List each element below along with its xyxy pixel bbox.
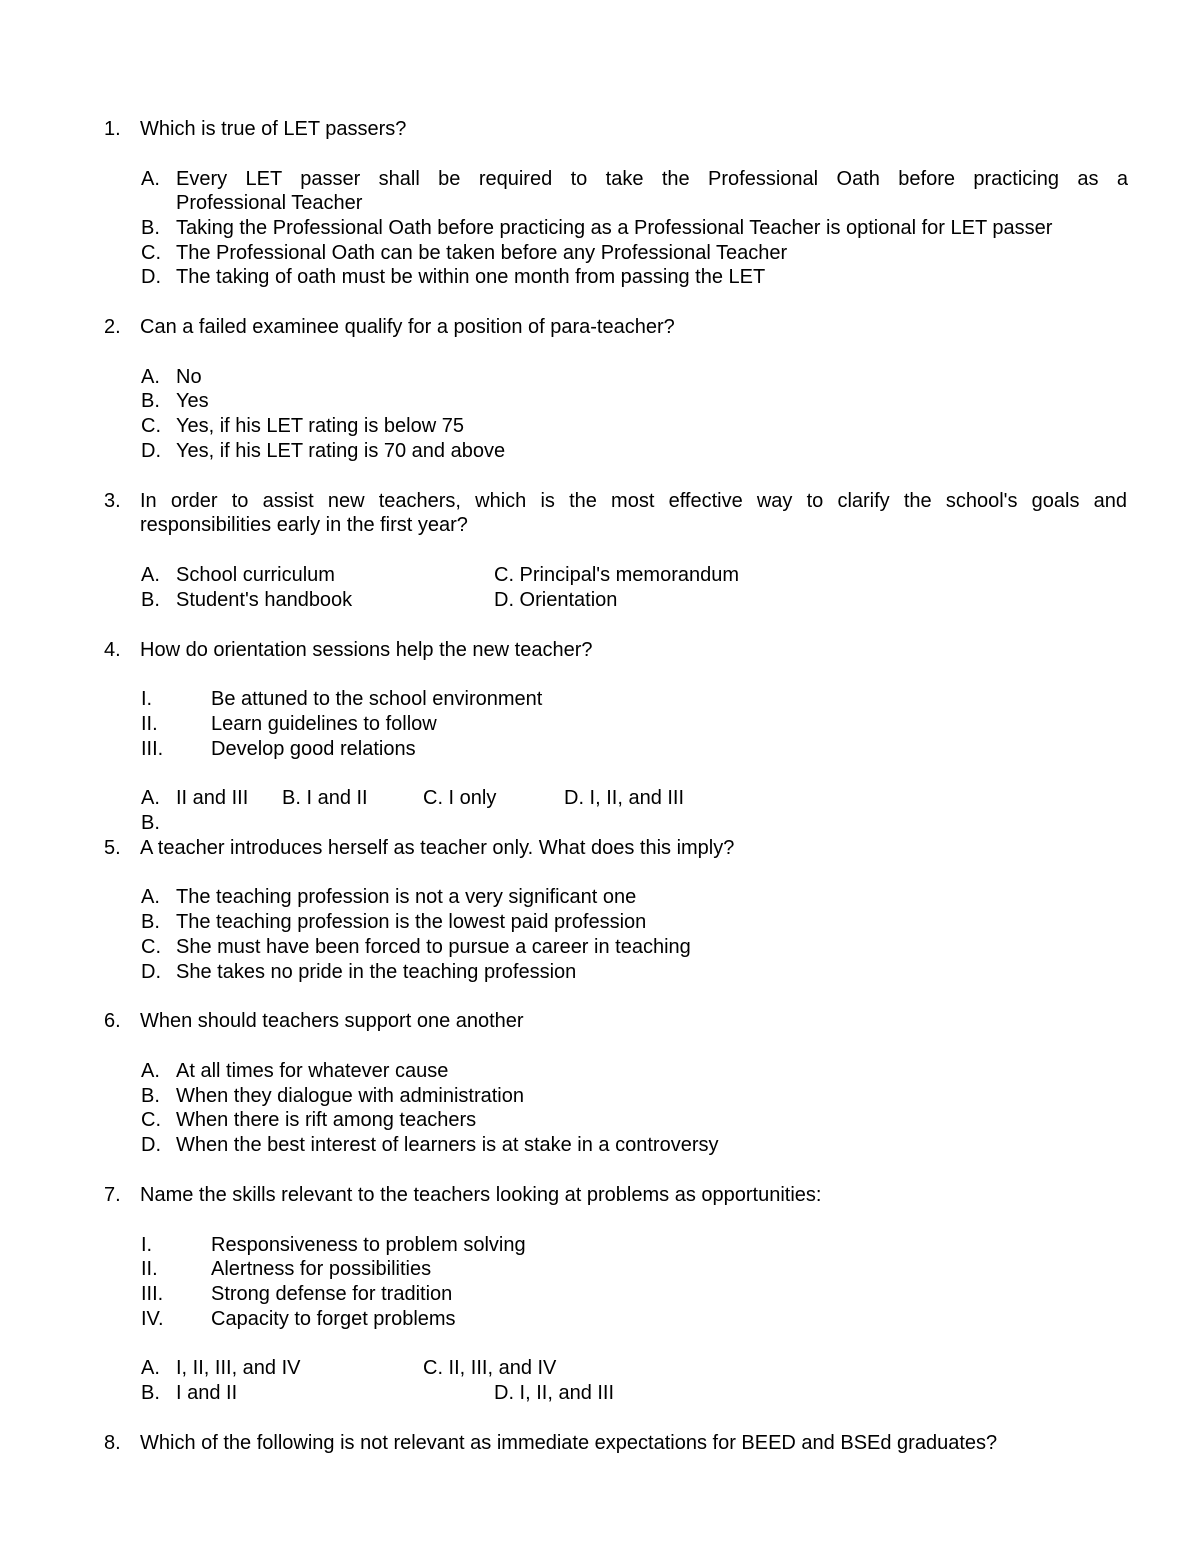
statement-numeral: II.	[141, 713, 158, 735]
option-letter: A.	[141, 366, 160, 388]
option-letter: D.	[141, 440, 161, 462]
option-text: At all times for whatever cause	[176, 1060, 449, 1082]
statement-text: Develop good relations	[211, 738, 416, 760]
option-text: Every LET passer shall be required to take the Professional Oath before practicing as a	[176, 168, 1128, 190]
option-text: II and III	[176, 787, 249, 809]
question-number: 7.	[104, 1184, 121, 1206]
option-letter: B.	[141, 911, 160, 933]
question-number: 2.	[104, 316, 121, 338]
option-text: The Professional Oath can be taken before any Professional Teacher	[176, 242, 788, 264]
question-stem: Name the skills relevant to the teachers looking at problems as opportunities:	[140, 1184, 822, 1206]
statement-numeral: II.	[141, 1258, 158, 1280]
option-text: Student's handbook	[176, 589, 353, 611]
option-text: Taking the Professional Oath before practicing as a Professional Teacher is optional for LET passer	[176, 217, 1053, 239]
option-letter: D.	[141, 961, 161, 983]
question-number: 4.	[104, 639, 121, 661]
option-text: D. Orientation	[494, 589, 618, 611]
statement-text: Strong defense for tradition	[211, 1283, 453, 1305]
option-text: Yes	[176, 390, 209, 412]
question-number: 3.	[104, 490, 121, 512]
option-text: Yes, if his LET rating is below 75	[176, 415, 464, 437]
statement-text: Responsiveness to problem solving	[211, 1234, 526, 1256]
option-text: She must have been forced to pursue a career in teaching	[176, 936, 691, 958]
option-text: C. II, III, and IV	[423, 1357, 557, 1379]
option-letter: A.	[141, 168, 160, 190]
statement-numeral: I.	[141, 1234, 153, 1256]
option-text: The teaching profession is the lowest paid profession	[176, 911, 647, 933]
option-text: Yes, if his LET rating is 70 and above	[176, 440, 506, 462]
option-letter: B.	[141, 812, 160, 834]
option-text: D. I, II, and III	[564, 787, 685, 809]
option-text: When there is rift among teachers	[176, 1109, 477, 1131]
question-number: 8.	[104, 1432, 121, 1454]
statement-numeral: III.	[141, 738, 164, 760]
option-text: The teaching profession is not a very significant one	[176, 886, 637, 908]
statement-text: Learn guidelines to follow	[211, 713, 437, 735]
option-letter: D.	[141, 266, 161, 288]
statement-text: Be attuned to the school environment	[211, 688, 543, 710]
option-letter: B.	[141, 390, 160, 412]
option-letter: A.	[141, 1060, 160, 1082]
option-letter: C.	[141, 1109, 161, 1131]
option-text: C. I only	[423, 787, 497, 809]
option-letter: D.	[141, 1134, 161, 1156]
option-letter: B.	[141, 217, 160, 239]
option-text: B. I and II	[282, 787, 368, 809]
option-letter: B.	[141, 589, 160, 611]
option-text: When the best interest of learners is at stake in a controversy	[176, 1134, 719, 1156]
option-letter: C.	[141, 415, 161, 437]
option-text: She takes no pride in the teaching profession	[176, 961, 577, 983]
statement-numeral: III.	[141, 1283, 164, 1305]
statement-numeral: I.	[141, 688, 153, 710]
question-number: 5.	[104, 837, 121, 859]
question-stem: How do orientation sessions help the new teacher?	[140, 639, 593, 661]
option-letter: A.	[141, 886, 160, 908]
option-text: I, II, III, and IV	[176, 1357, 301, 1379]
question-stem: Which of the following is not relevant as immediate expectations for BEED and BSEd graduates?	[140, 1432, 998, 1454]
statement-numeral: IV.	[141, 1308, 164, 1330]
statement-text: Capacity to forget problems	[211, 1308, 456, 1330]
question-stem: When should teachers support one another	[140, 1010, 524, 1032]
option-letter: B.	[141, 1085, 160, 1107]
question-stem: A teacher introduces herself as teacher only. What does this imply?	[140, 837, 735, 859]
question-number: 1.	[104, 118, 121, 140]
question-stem: Which is true of LET passers?	[140, 118, 407, 140]
option-letter: A.	[141, 1357, 160, 1379]
option-letter: A.	[141, 787, 160, 809]
option-text: C. Principal's memorandum	[494, 564, 740, 586]
option-letter: A.	[141, 564, 160, 586]
question-number: 6.	[104, 1010, 121, 1032]
option-text: No	[176, 366, 202, 388]
question-stem: In order to assist new teachers, which is the most effective way to clarify the school's goals and	[140, 490, 1127, 512]
option-letter: B.	[141, 1382, 160, 1404]
statement-text: Alertness for possibilities	[211, 1258, 432, 1280]
option-letter: C.	[141, 936, 161, 958]
option-text: The taking of oath must be within one month from passing the LET	[176, 266, 766, 288]
option-text: School curriculum	[176, 564, 335, 586]
question-stem: Can a failed examinee qualify for a position of para-teacher?	[140, 316, 675, 338]
option-text: D. I, II, and III	[494, 1382, 615, 1404]
question-stem-continued: responsibilities early in the first year?	[140, 514, 468, 536]
option-text: When they dialogue with administration	[176, 1085, 524, 1107]
option-text: I and II	[176, 1382, 238, 1404]
option-text-continued: Professional Teacher	[176, 192, 363, 214]
option-letter: C.	[141, 242, 161, 264]
